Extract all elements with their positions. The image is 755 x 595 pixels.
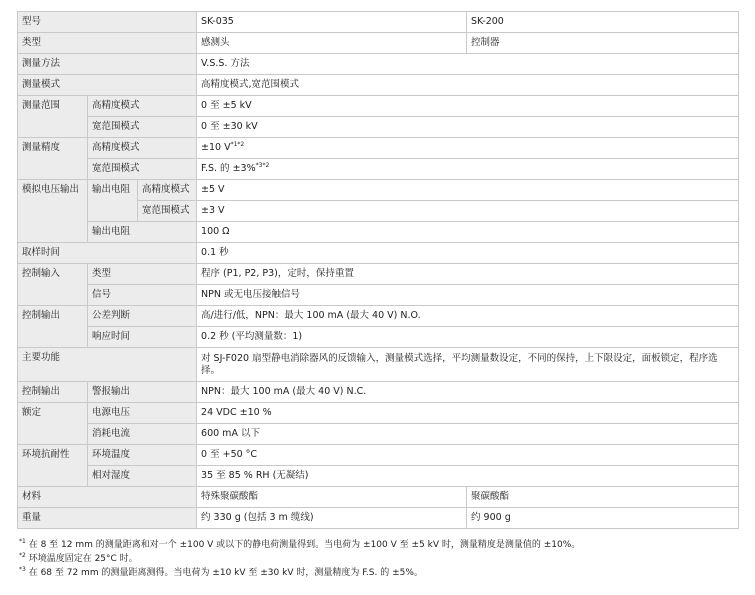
table-row — [18, 180, 739, 201]
footnote-mark: *3 — [19, 566, 26, 573]
rating-curr-label: 消耗电流 — [88, 424, 197, 445]
range-wide-label: 宽范围模式 — [88, 117, 197, 138]
row-label-accuracy: 测量精度 — [18, 138, 88, 180]
material-sk200: 聚碳酸酯 — [467, 487, 739, 508]
table-row — [18, 12, 739, 33]
weight-sk035: 约 330 g (包括 3 m 缆线) — [197, 508, 467, 529]
footnote-mark: *2 — [19, 552, 26, 559]
model-sk035: SK-035 — [197, 12, 467, 33]
accuracy-wide-value: F.S. 的 ±3% — [201, 163, 256, 174]
row-label-ctrl-out: 控制输出 — [18, 306, 88, 348]
analog-output-label: 输出电阻 — [88, 180, 138, 222]
table-row — [18, 382, 739, 403]
ctrl-out-judge-value: 高/进行/低，NPN：最大 100 mA (最大 40 V) N.O. — [197, 306, 739, 327]
mode-value: 高精度模式,宽范围模式 — [197, 75, 739, 96]
range-high-value: 0 至 ±5 kV — [197, 96, 739, 117]
spec-table — [17, 11, 739, 529]
rating-volt-value: 24 VDC ±10 % — [197, 403, 739, 424]
ctrl-out-alarm-value: NPN：最大 100 mA (最大 40 V) N.C. — [197, 382, 739, 403]
env-temp-value: 0 至 +50 °C — [197, 445, 739, 466]
rating-curr-value: 600 mA 以下 — [197, 424, 739, 445]
table-row — [18, 285, 739, 306]
weight-sk200: 约 900 g — [467, 508, 739, 529]
table-row — [18, 466, 739, 487]
method-value: V.S.S. 方法 — [197, 54, 739, 75]
range-wide-value: 0 至 ±30 kV — [197, 117, 739, 138]
table-row — [18, 306, 739, 327]
footnote-text: 在 8 至 12 mm 的测量距离和对一个 ±100 V 或以下的静电荷测量得到。当电荷为 ±100 V 至 ±5 kV 时，测量精度是测量值的 ±10%。 — [28, 540, 581, 550]
footnote-text: 在 68 至 72 mm 的测量距离测得。当电荷为 ±10 kV 至 ±30 kV 时，测量精度为 F.S. 的 ±5%。 — [28, 568, 423, 578]
table-row — [18, 264, 739, 285]
row-label-ctrl-in: 控制输入 — [18, 264, 88, 306]
footnote-ref: *1*2 — [230, 141, 245, 148]
env-hum-label: 相对湿度 — [88, 466, 197, 487]
table-row — [18, 138, 739, 159]
table-row — [18, 54, 739, 75]
env-hum-value: 35 至 85 % RH (无凝结) — [197, 466, 739, 487]
model-sk200: SK-200 — [467, 12, 739, 33]
analog-high-label: 高精度模式 — [138, 180, 197, 201]
table-row — [18, 243, 739, 264]
table-row — [18, 96, 739, 117]
ctrl-out-resp-value: 0.2 秒 (平均测量数：1) — [197, 327, 739, 348]
row-label-material: 材料 — [18, 487, 197, 508]
accuracy-high-value: ±10 V — [201, 142, 231, 153]
table-row — [18, 159, 739, 180]
accuracy-wide-label: 宽范围模式 — [88, 159, 197, 180]
range-high-label: 高精度模式 — [88, 96, 197, 117]
row-label-method: 测量方法 — [18, 54, 197, 75]
footnote-ref: *3*2 — [255, 162, 270, 169]
row-label-mode: 测量模式 — [18, 75, 197, 96]
ctrl-in-type-value: 程序 (P1, P2, P3)，定时，保持重置 — [197, 264, 739, 285]
rating-volt-label: 电源电压 — [88, 403, 197, 424]
analog-res-value: 100 Ω — [197, 222, 739, 243]
table-row — [18, 424, 739, 445]
analog-high-value: ±5 V — [197, 180, 739, 201]
footnote-3 — [19, 566, 580, 580]
ctrl-out-alarm-label: 警报输出 — [88, 382, 197, 403]
row-label-model: 型号 — [18, 12, 197, 33]
footnote-text: 环境温度固定在 25°C 时。 — [28, 554, 138, 564]
ctrl-out-resp-label: 响应时间 — [88, 327, 197, 348]
row-label-sampling: 取样时间 — [18, 243, 197, 264]
table-row — [18, 33, 739, 54]
accuracy-high-cell — [197, 138, 739, 159]
ctrl-in-type-label: 类型 — [88, 264, 197, 285]
env-temp-label: 环境温度 — [88, 445, 197, 466]
material-sk035: 特殊聚碳酸酯 — [197, 487, 467, 508]
row-label-ctrl-out-2: 控制输出 — [18, 382, 88, 403]
table-row — [18, 508, 739, 529]
row-label-analog: 模拟电压输出 — [18, 180, 88, 243]
table-row — [18, 327, 739, 348]
analog-res-label: 输出电阻 — [88, 222, 197, 243]
analog-wide-label: 宽范围模式 — [138, 201, 197, 222]
table-row — [18, 222, 739, 243]
type-sk200: 控制器 — [467, 33, 739, 54]
table-row — [18, 348, 739, 382]
row-label-functions: 主要功能 — [18, 348, 197, 382]
functions-value: 对 SJ-F020 扇型静电消除器风的反馈输入，测量模式选择，平均测量数设定，不同的保持，上下限设定，面板锁定，程序选择。 — [197, 348, 739, 382]
footnote-1 — [19, 538, 580, 552]
type-sk035: 感测头 — [197, 33, 467, 54]
row-label-env: 环境抗耐性 — [18, 445, 88, 487]
ctrl-out-judge-label: 公差判断 — [88, 306, 197, 327]
row-label-type: 类型 — [18, 33, 197, 54]
table-row — [18, 117, 739, 138]
analog-wide-value: ±3 V — [197, 201, 739, 222]
row-label-weight: 重量 — [18, 508, 197, 529]
footnote-2 — [19, 552, 580, 566]
table-row — [18, 487, 739, 508]
table-row — [18, 445, 739, 466]
accuracy-high-label: 高精度模式 — [88, 138, 197, 159]
table-row — [18, 75, 739, 96]
table-row — [18, 403, 739, 424]
row-label-rating: 额定 — [18, 403, 88, 445]
accuracy-wide-cell — [197, 159, 739, 180]
row-label-range: 测量范围 — [18, 96, 88, 138]
footnote-mark: *1 — [19, 538, 26, 545]
footnotes — [19, 538, 580, 580]
sampling-value: 0.1 秒 — [197, 243, 739, 264]
ctrl-in-signal-value: NPN 或无电压接触信号 — [197, 285, 739, 306]
ctrl-in-signal-label: 信号 — [88, 285, 197, 306]
